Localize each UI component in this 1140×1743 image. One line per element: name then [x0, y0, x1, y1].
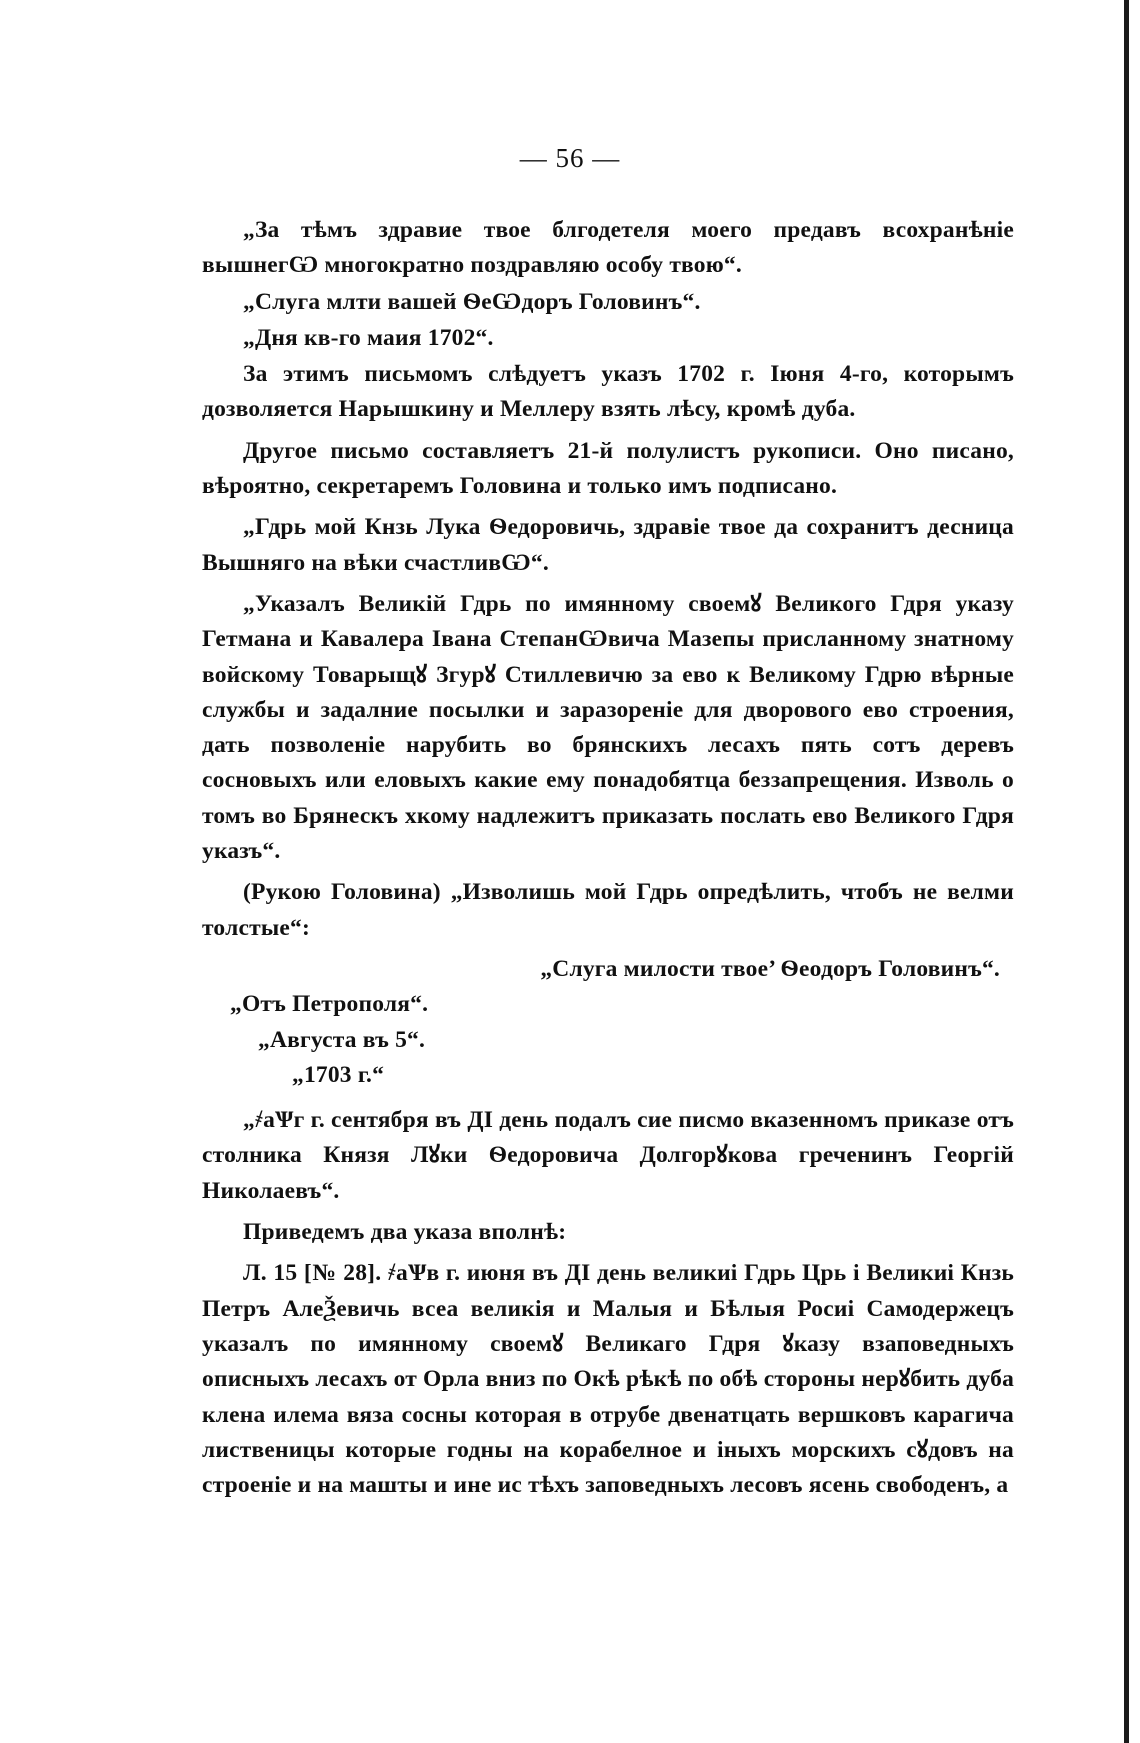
paragraph-second-letter: Другое письмо составляетъ 21-й полулистъ рукописи. Оно писано, вѣроятно, секретаремъ Головина и только имъ подписано. — [202, 437, 1014, 500]
paragraph-letter-closing: „За тѣмъ здравие твое блгодетеля моего предавъ всохранѣніе вышнегѠ многократно поздравляю особу твою“. — [202, 217, 1014, 279]
signature-line: „Слуга милости твое’ Ѳеодоръ Головинъ“. — [540, 955, 1000, 982]
paragraph-signature-1: „Слуга млти вашей ѲеѠдоръ Головинъ“. — [243, 288, 701, 315]
paragraph-date-1: „Дня кв-го маия 1702“. — [243, 324, 494, 351]
paragraph-greeting: „Гдрь мой Кнзь Лука Ѳедоровичь, здравіе твое да сохранитъ десница Вышняго на вѣки счастливѠ“. — [202, 514, 1014, 576]
closing-date: „Августа въ 5“. — [258, 1026, 426, 1053]
closing-place: „Отъ Петрополя“. — [230, 991, 429, 1018]
paragraph-decree-note: За этимъ письмомъ слѣдуетъ указъ 1702 г. Іюня 4-го, которымъ дозволяется Нарышкину и Меллеру взять лѣсу, кромѣ дуба. — [202, 361, 1014, 423]
page-edge-rule — [1124, 0, 1129, 1743]
paragraph-golovin-note: (Рукою Головина) „Изволишь мой Гдрь опредѣлить, чтобъ не велми толстые“: — [202, 879, 1014, 941]
page-number: — 56 — — [519, 143, 621, 173]
main-text — [202, 213, 1014, 1503]
closing-year: „1703 г.“ — [292, 1061, 385, 1088]
paragraph-decree-1702: Л. 15 [№ 28]. ҂аѰв г. июня въ ДІ день великиі Гдрь Црь і Великиі Кнзь Петръ АлеѮевичь всеа великія и Малыя и Бѣлыя Росиі Самодержецъ указалъ по имянному своемꙋ Великаго Гдря ꙋказу взаповедныхъ описныхъ лесахъ от Орла вниз по Окѣ рѣкѣ по обѣ стороны нерꙋбить дуба клена илема вяза сосны которая в отрубе двенатцать вершковъ карагича лиственицы которые годны на корабелное и іныхъ морскихъ сꙋдовъ на строеніе и на машты и ине ис тѣхъ заповедныхъ лесовъ ясень свободенъ, а — [202, 1260, 1015, 1499]
paragraph-decree-text: „Указалъ Великій Гдрь по имянному своемꙋ Великого Гдря указу Гетмана и Кавалера Івана СтепанѠвича Мазепы присланному знатному войскому Товарыщꙋ Згурꙋ Стиллевичю за ево к Великому Гдрю вѣрные службы и задалние посылки и заразореніе для дворового ево строения, дать позволеніе нарубить во брянскихъ лесахъ пять сотъ деревъ сосновыхъ или еловыхъ какие ему понадобятца беззапрещения. Изволь о томъ во Брянескъ хкому надлежитъ приказать послать ево Великого Гдря указъ“. — [202, 590, 1014, 865]
paragraph-intro-decrees: Приведемъ два указа вполнѣ: — [243, 1219, 567, 1246]
paragraph-submission-note: „҂аѰг г. сентября въ ДІ день подалъ сие писмо вказенномъ приказе отъ столника Князя Лꙋки Ѳедоровича Долгорꙋкова греченинъ Георгій Николаевъ“. — [202, 1107, 1014, 1204]
